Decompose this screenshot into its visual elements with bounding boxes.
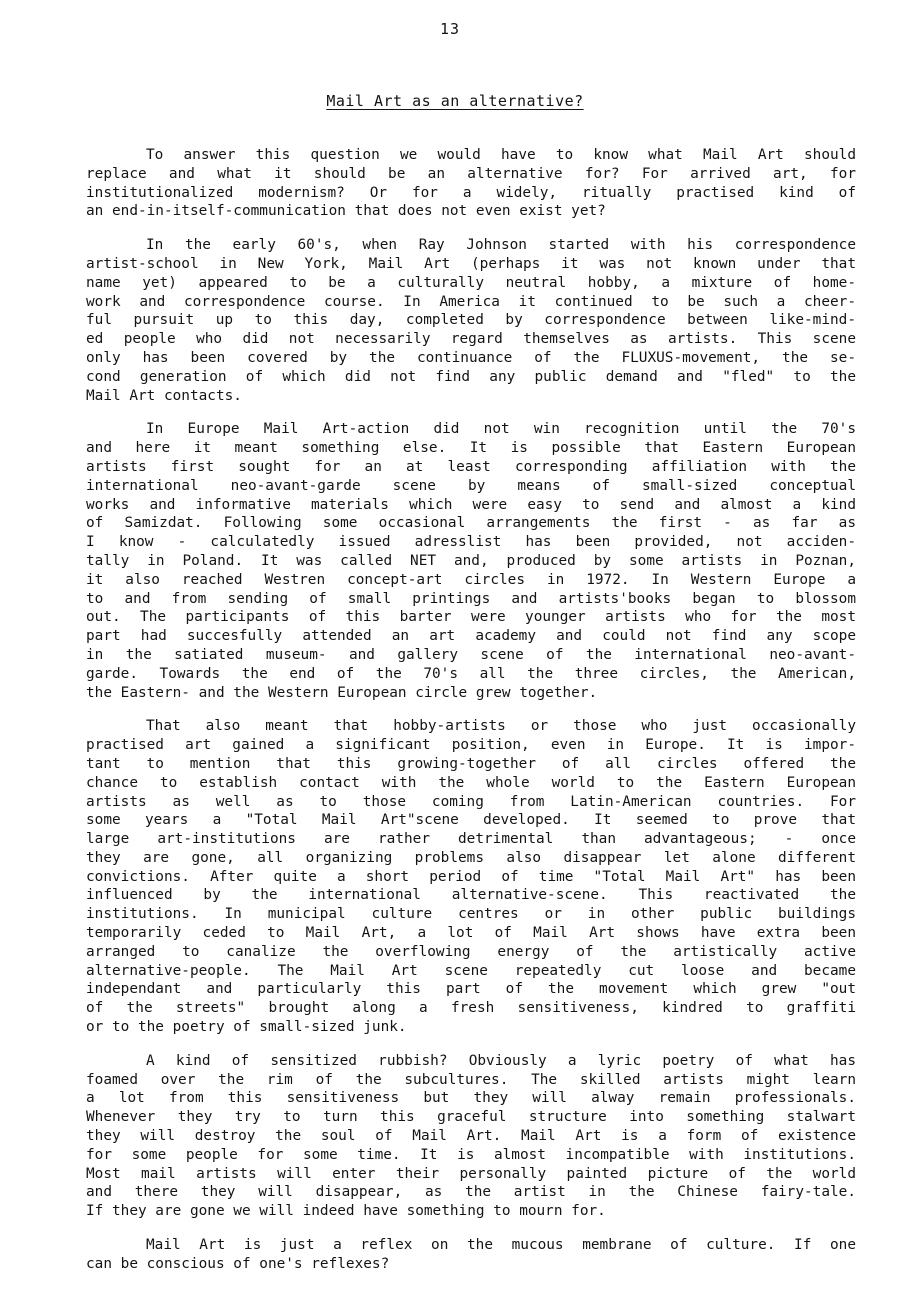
body-text [86,146,856,1289]
text-line: institutionalized modernism? Or for a widely, ritually practised kind of [86,184,856,201]
text-line: international neo-avant-garde scene by means of small-sized conceptual [86,477,856,494]
text-line: to and from sending of small printings and artists'books began to blossom [86,590,856,607]
text-line: some years a "Total Mail Art"scene developed. It seemed to prove that [86,812,856,829]
text-line: part had succesfully attended an art academy and could not find any scope [86,628,856,645]
text-line: temporarily ceded to Mail Art, a lot of Mail Art shows have extra been [86,925,856,942]
text-line: an end-in-itself-communication that does not even exist yet? [86,203,606,220]
paragraph [86,236,856,405]
text-line: independant and particularly this part of the movement which grew "out [86,981,856,998]
text-line: ful pursuit up to this day, completed by correspondence between like-mind- [86,312,856,329]
page-number: 13 [439,20,461,38]
text-line: artists as well as to those coming from Latin-American countries. For [86,793,856,810]
page-title: Mail Art as an alternative? [326,92,584,110]
text-line: out. The participants of this barter were younger artists who for the most [86,609,856,626]
text-line: or to the poetry of small-sized junk. [86,1019,407,1036]
text-line: To answer this question we would have to know what Mail Art should [146,147,856,163]
text-line: and there they will disappear, as the artist in the Chinese fairy-tale. [86,1184,856,1201]
text-line: only has been covered by the continuance of the FLUXUS-movement, the se- [86,349,856,366]
text-line: Mail Art is just a reflex on the mucous membrane of culture. If one [146,1237,856,1254]
text-line: in the satiated museum- and gallery scene of the international neo-avant- [86,646,856,663]
text-line: In the early 60's, when Ray Johnson started with his correspondence [146,237,856,254]
text-line: If they are gone we will indeed have something to mourn for. [86,1203,606,1220]
text-line: Mail Art contacts. [86,387,242,404]
text-line: A kind of sensitized rubbish? Obviously a lyric poetry of what has [146,1052,856,1069]
text-line: large art-institutions are rather detrimental than advantageous; - once [86,831,856,848]
text-line: replace and what it should be an alternative for? For arrived art, for [86,165,856,182]
text-line: work and correspondence course. In America it continued to be such a cheer- [86,293,856,310]
text-line: for some people for some time. It is almost incompatible with institutions. [86,1146,856,1163]
text-line: garde. Towards the end of the 70's all the three circles, the American, [86,665,856,682]
text-line: and here it meant something else. It is possible that Eastern European [86,440,856,457]
text-line: the Eastern- and the Western European circle grew together. [86,684,598,701]
text-line: practised art gained a significant position, even in Europe. It is impor- [86,737,856,754]
text-line: a lot from this sensitiveness but they will alway remain professionals. [86,1090,856,1107]
paragraph [86,1052,856,1221]
text-line: artists first sought for an at least corresponding affiliation with the [86,458,856,475]
text-line: works and informative materials which were easy to send and almost a kind [86,496,856,513]
text-line: foamed over the rim of the subcultures. The skilled artists might learn [86,1071,856,1088]
text-line: they are gone, all organizing problems also disappear let alone different [86,849,856,866]
text-line: cond generation of which did not find any public demand and "fled" to the [86,368,856,385]
text-line: tant to mention that this growing-together of all circles offered the [86,755,856,772]
text-line: Most mail artists will enter their personally painted picture of the world [86,1165,856,1182]
text-line: ed people who did not necessarily regard themselves as artists. This scene [86,331,856,348]
text-line: alternative-people. The Mail Art scene repeatedly cut loose and became [86,962,856,979]
text-line: it also reached Westren concept-art circles in 1972. In Western Europe a [86,571,856,588]
paragraph [86,1236,856,1274]
text-line: can be conscious of one's reflexes? [86,1255,390,1272]
text-line: I know - calculatedly issued adresslist has been provided, not acciden- [86,534,856,551]
paragraph [86,420,856,702]
paragraph [86,146,856,221]
text-line: convictions. After quite a short period of time "Total Mail Art" has been [86,868,856,885]
text-line: they will destroy the soul of Mail Art. Mail Art is a form of existence [86,1128,856,1145]
text-line: influenced by the international alternative-scene. This reactivated the [86,887,856,904]
text-line: institutions. In municipal culture centres or in other public buildings [86,906,856,923]
text-line: arranged to canalize the overflowing energy of the artistically active [86,943,856,960]
text-line: In Europe Mail Art-action did not win recognition until the 70's [146,421,856,438]
text-line: of Samizdat. Following some occasional arrangements the first - as far as [86,515,856,532]
text-line: chance to establish contact with the whole world to the Eastern European [86,774,856,791]
text-line: of the streets" brought along a fresh sensitiveness, kindred to graffiti [86,1000,856,1017]
text-line: name yet) appeared to be a culturally neutral hobby, a mixture of home- [86,274,856,291]
text-line: Whenever they try to turn this graceful structure into something stalwart [86,1109,856,1126]
text-line: artist-school in New York, Mail Art (perhaps it was not known under that [86,255,856,272]
text-line: tally in Poland. It was called NET and, produced by some artists in Poznan, [86,552,856,569]
text-line: That also meant that hobby-artists or those who just occasionally [146,718,856,735]
paragraph [86,717,856,1037]
